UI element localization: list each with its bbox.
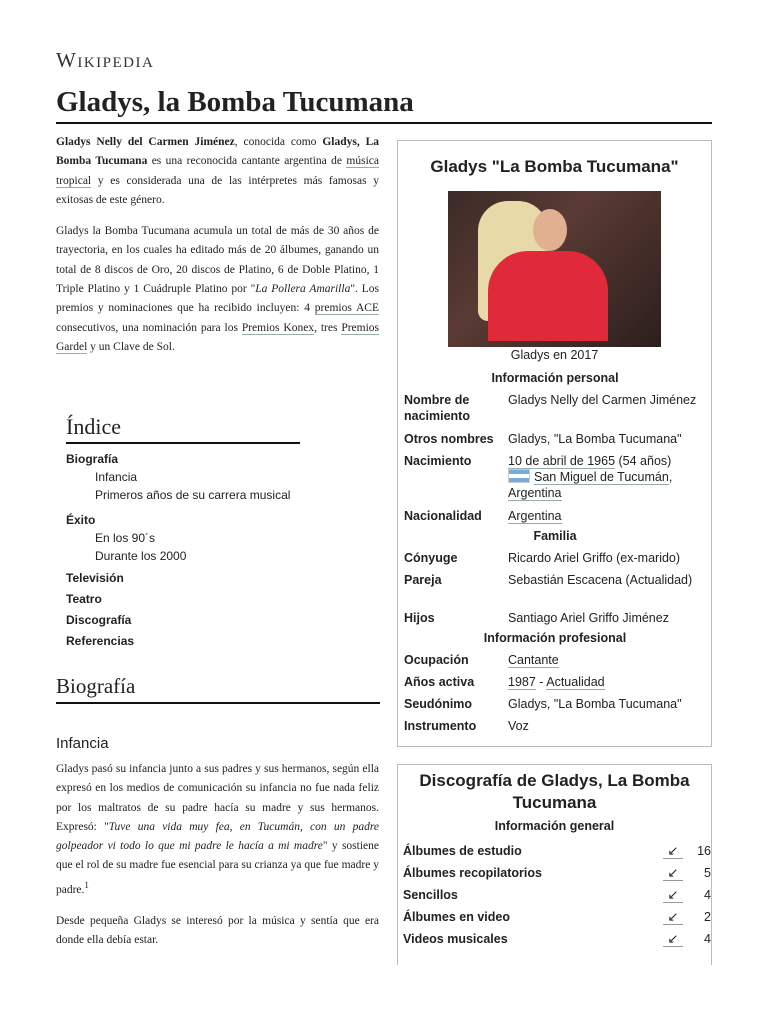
section-heading-biografia: Biografía (56, 674, 380, 704)
bold-alias: Gladys, La Bomba Tucumana (56, 136, 380, 168)
text: es una reconocida cantante argentina de (147, 155, 347, 168)
link-musica-tropical[interactable]: música tropical (56, 155, 379, 187)
infancia-paragraph-1 (56, 760, 379, 900)
toc-item-teatro[interactable]: Teatro (66, 592, 102, 606)
row-ocupacion (404, 652, 706, 674)
bold-name: Gladys Nelly del Carmen Jiménez (56, 136, 235, 148)
text: Gladys la Bomba Tucumana acumula un total de más de 30 años de trayectoria, en los cuales ha editado más de 20 álbumes, ganando un total de 8 discos de Oro, 20 discos de Platino, 6 de Doble Platino, 1 Triple Platino y 1 Cuádruple Platino por " (56, 225, 379, 296)
row-anos-activa (404, 674, 706, 696)
artist-photo[interactable] (448, 191, 661, 347)
label: Instrumento (404, 719, 477, 733)
discography-row (398, 906, 711, 928)
discography-general: Información general (494, 819, 615, 833)
toc-item-exito[interactable]: Éxito (66, 513, 96, 527)
row-label: Videos musicales (403, 932, 508, 946)
lead-section (56, 133, 379, 369)
link-birthdate[interactable]: 10 de abril de 1965 (508, 454, 616, 468)
toc-item-biografia[interactable]: Biografía (66, 452, 119, 466)
row-count: 5 (704, 866, 711, 880)
value: Gladys, "La Bomba Tucumana" (508, 697, 682, 711)
arrow-down-left-icon[interactable]: ↙ (663, 888, 683, 903)
arrow-down-left-icon[interactable]: ↙ (663, 932, 683, 947)
row-otros-nombres (404, 431, 706, 453)
wikipedia-logo[interactable]: Wikipedia (56, 48, 155, 72)
photo-shirt-shape (488, 251, 608, 341)
link-premios-konex[interactable]: Premios Konex (241, 321, 315, 334)
value: Gladys Nelly del Carmen Jiménez (508, 393, 697, 407)
discography-row (398, 862, 711, 884)
text: y un Clave de Sol. (87, 340, 175, 353)
row-seudonimo (404, 696, 706, 718)
label: Otros nombres (404, 432, 494, 446)
row-label: Álbumes de estudio (403, 844, 522, 858)
discography-title: Discografía de Gladys, La Bomba Tucumana (419, 771, 690, 812)
link-1987[interactable]: 1987 (508, 675, 536, 689)
value (508, 652, 706, 674)
value: Voz (508, 719, 529, 733)
discography-row (398, 928, 711, 950)
row-nacimiento (404, 453, 706, 508)
separator: - (535, 675, 547, 689)
infobox-rows (404, 371, 706, 740)
toc-title: Índice (66, 414, 300, 444)
arrow-down-left-icon[interactable]: ↙ (663, 866, 683, 881)
toc-item-90s[interactable]: En los 90´s (95, 531, 156, 545)
toc-item-2000[interactable]: Durante los 2000 (95, 548, 187, 563)
row-pareja (404, 572, 706, 610)
row-count: 4 (704, 932, 711, 946)
toc-item-infancia[interactable]: Infancia (95, 470, 138, 484)
row-count: 16 (697, 844, 711, 858)
label: Años activa (404, 675, 475, 689)
row-label: Álbumes recopilatorios (403, 866, 542, 880)
infancia-paragraph-2: Desde pequeña Gladys se interesó por la música y sentía que era donde ella debía estar. (56, 914, 379, 947)
link-premios-gardel[interactable]: Premios Gardel (56, 321, 380, 353)
infobox-title: Gladys "La Bomba Tucumana" (430, 157, 679, 176)
link-country[interactable]: Argentina (508, 486, 562, 500)
lead-paragraph-2 (56, 222, 379, 357)
text: , conocida como (234, 136, 323, 148)
row-label: Sencillos (403, 888, 458, 902)
link-actualidad[interactable]: Actualidad (546, 675, 605, 689)
link-city[interactable]: San Miguel de Tucumán (534, 470, 669, 484)
label: Seudónimo (404, 697, 473, 711)
value: Sebastián Escacena (Actualidad) (508, 573, 693, 587)
text: consecutivos, una nominación para los (56, 321, 242, 334)
row-count: 4 (704, 888, 711, 902)
row-nacionalidad (404, 508, 706, 529)
label: Cónyuge (404, 551, 458, 565)
row-label: Álbumes en video (403, 910, 510, 924)
label: Nacimiento (404, 454, 472, 468)
table-of-contents (66, 414, 300, 651)
value (508, 508, 706, 529)
infobox (397, 140, 712, 747)
value: 10 de abril de 1965 (54 años) San Miguel de Tucumán, Argentina (508, 454, 673, 500)
row-nombre (404, 392, 706, 431)
text: ". Los premios y nominaciones que ha recibido incluyen: 4 (56, 283, 380, 315)
text: y es considerada una de las intérpretes más famosas y exitosas de este género. (56, 174, 379, 206)
discography-row (398, 884, 711, 906)
page-title: Gladys, la Bomba Tucumana (56, 86, 712, 124)
text: Gladys pasó su infancia junto a sus padres y sus hermanos, según ella expresó en los medios de comunicación su infancia no fue nada feliz por los maltratos de su padre hacía su madre y sus hermanos. Expresó: " (56, 763, 379, 833)
toc-item-discografia[interactable]: Discografía (66, 613, 132, 627)
value: Gladys, "La Bomba Tucumana" (508, 432, 682, 446)
italic-quote: Tuve una vida muy fea, en Tucumán, con un padre golpeador vi todo lo que mi padre le hacía a mi madre (56, 820, 379, 853)
section-profesional: Información profesional (483, 631, 627, 645)
row-instrumento (404, 718, 706, 740)
section-personal: Información personal (491, 371, 619, 385)
section-familia: Familia (533, 529, 577, 543)
italic-title: La Pollera Amarilla (255, 283, 351, 296)
reference-link[interactable]: 1 (84, 879, 89, 890)
link-premios-ace[interactable]: premios ACE (314, 302, 379, 315)
subsection-heading-infancia: Infancia (56, 735, 109, 752)
age: (54 años) (615, 454, 672, 468)
infancia-section (56, 760, 379, 963)
toc-item-referencias[interactable]: Referencias (66, 634, 135, 648)
toc-item-primeros-anos[interactable]: Primeros años de su carrera musical (95, 487, 291, 502)
text: , tres (314, 321, 342, 334)
row-hijos (404, 610, 706, 631)
value: Santiago Ariel Griffo Jiménez (508, 611, 669, 625)
arrow-down-left-icon[interactable]: ↙ (663, 844, 683, 859)
arrow-down-left-icon[interactable]: ↙ (663, 910, 683, 925)
label: Ocupación (404, 653, 469, 667)
label: Hijos (404, 611, 435, 625)
label: Pareja (404, 573, 442, 587)
toc-item-television[interactable]: Televisión (66, 571, 124, 585)
link-nacionalidad[interactable]: Argentina (508, 509, 562, 523)
label: Nacionalidad (404, 509, 482, 523)
photo-caption: Gladys en 2017 (510, 348, 599, 362)
argentina-flag-icon (508, 469, 530, 483)
text: " y sostiene que el rol de su madre fue esencial para su crianza ya que fue madre y padre. (56, 840, 379, 896)
photo-face-shape (533, 209, 567, 251)
label: Nombre de nacimiento (404, 393, 470, 423)
value (508, 674, 706, 696)
link-cantante[interactable]: Cantante (508, 653, 559, 667)
lead-paragraph-1 (56, 133, 379, 210)
row-count: 2 (704, 910, 711, 924)
value: Ricardo Ariel Griffo (ex-marido) (508, 551, 681, 565)
discography-box (397, 764, 712, 965)
discography-row (398, 840, 711, 862)
row-conyuge (404, 550, 706, 572)
